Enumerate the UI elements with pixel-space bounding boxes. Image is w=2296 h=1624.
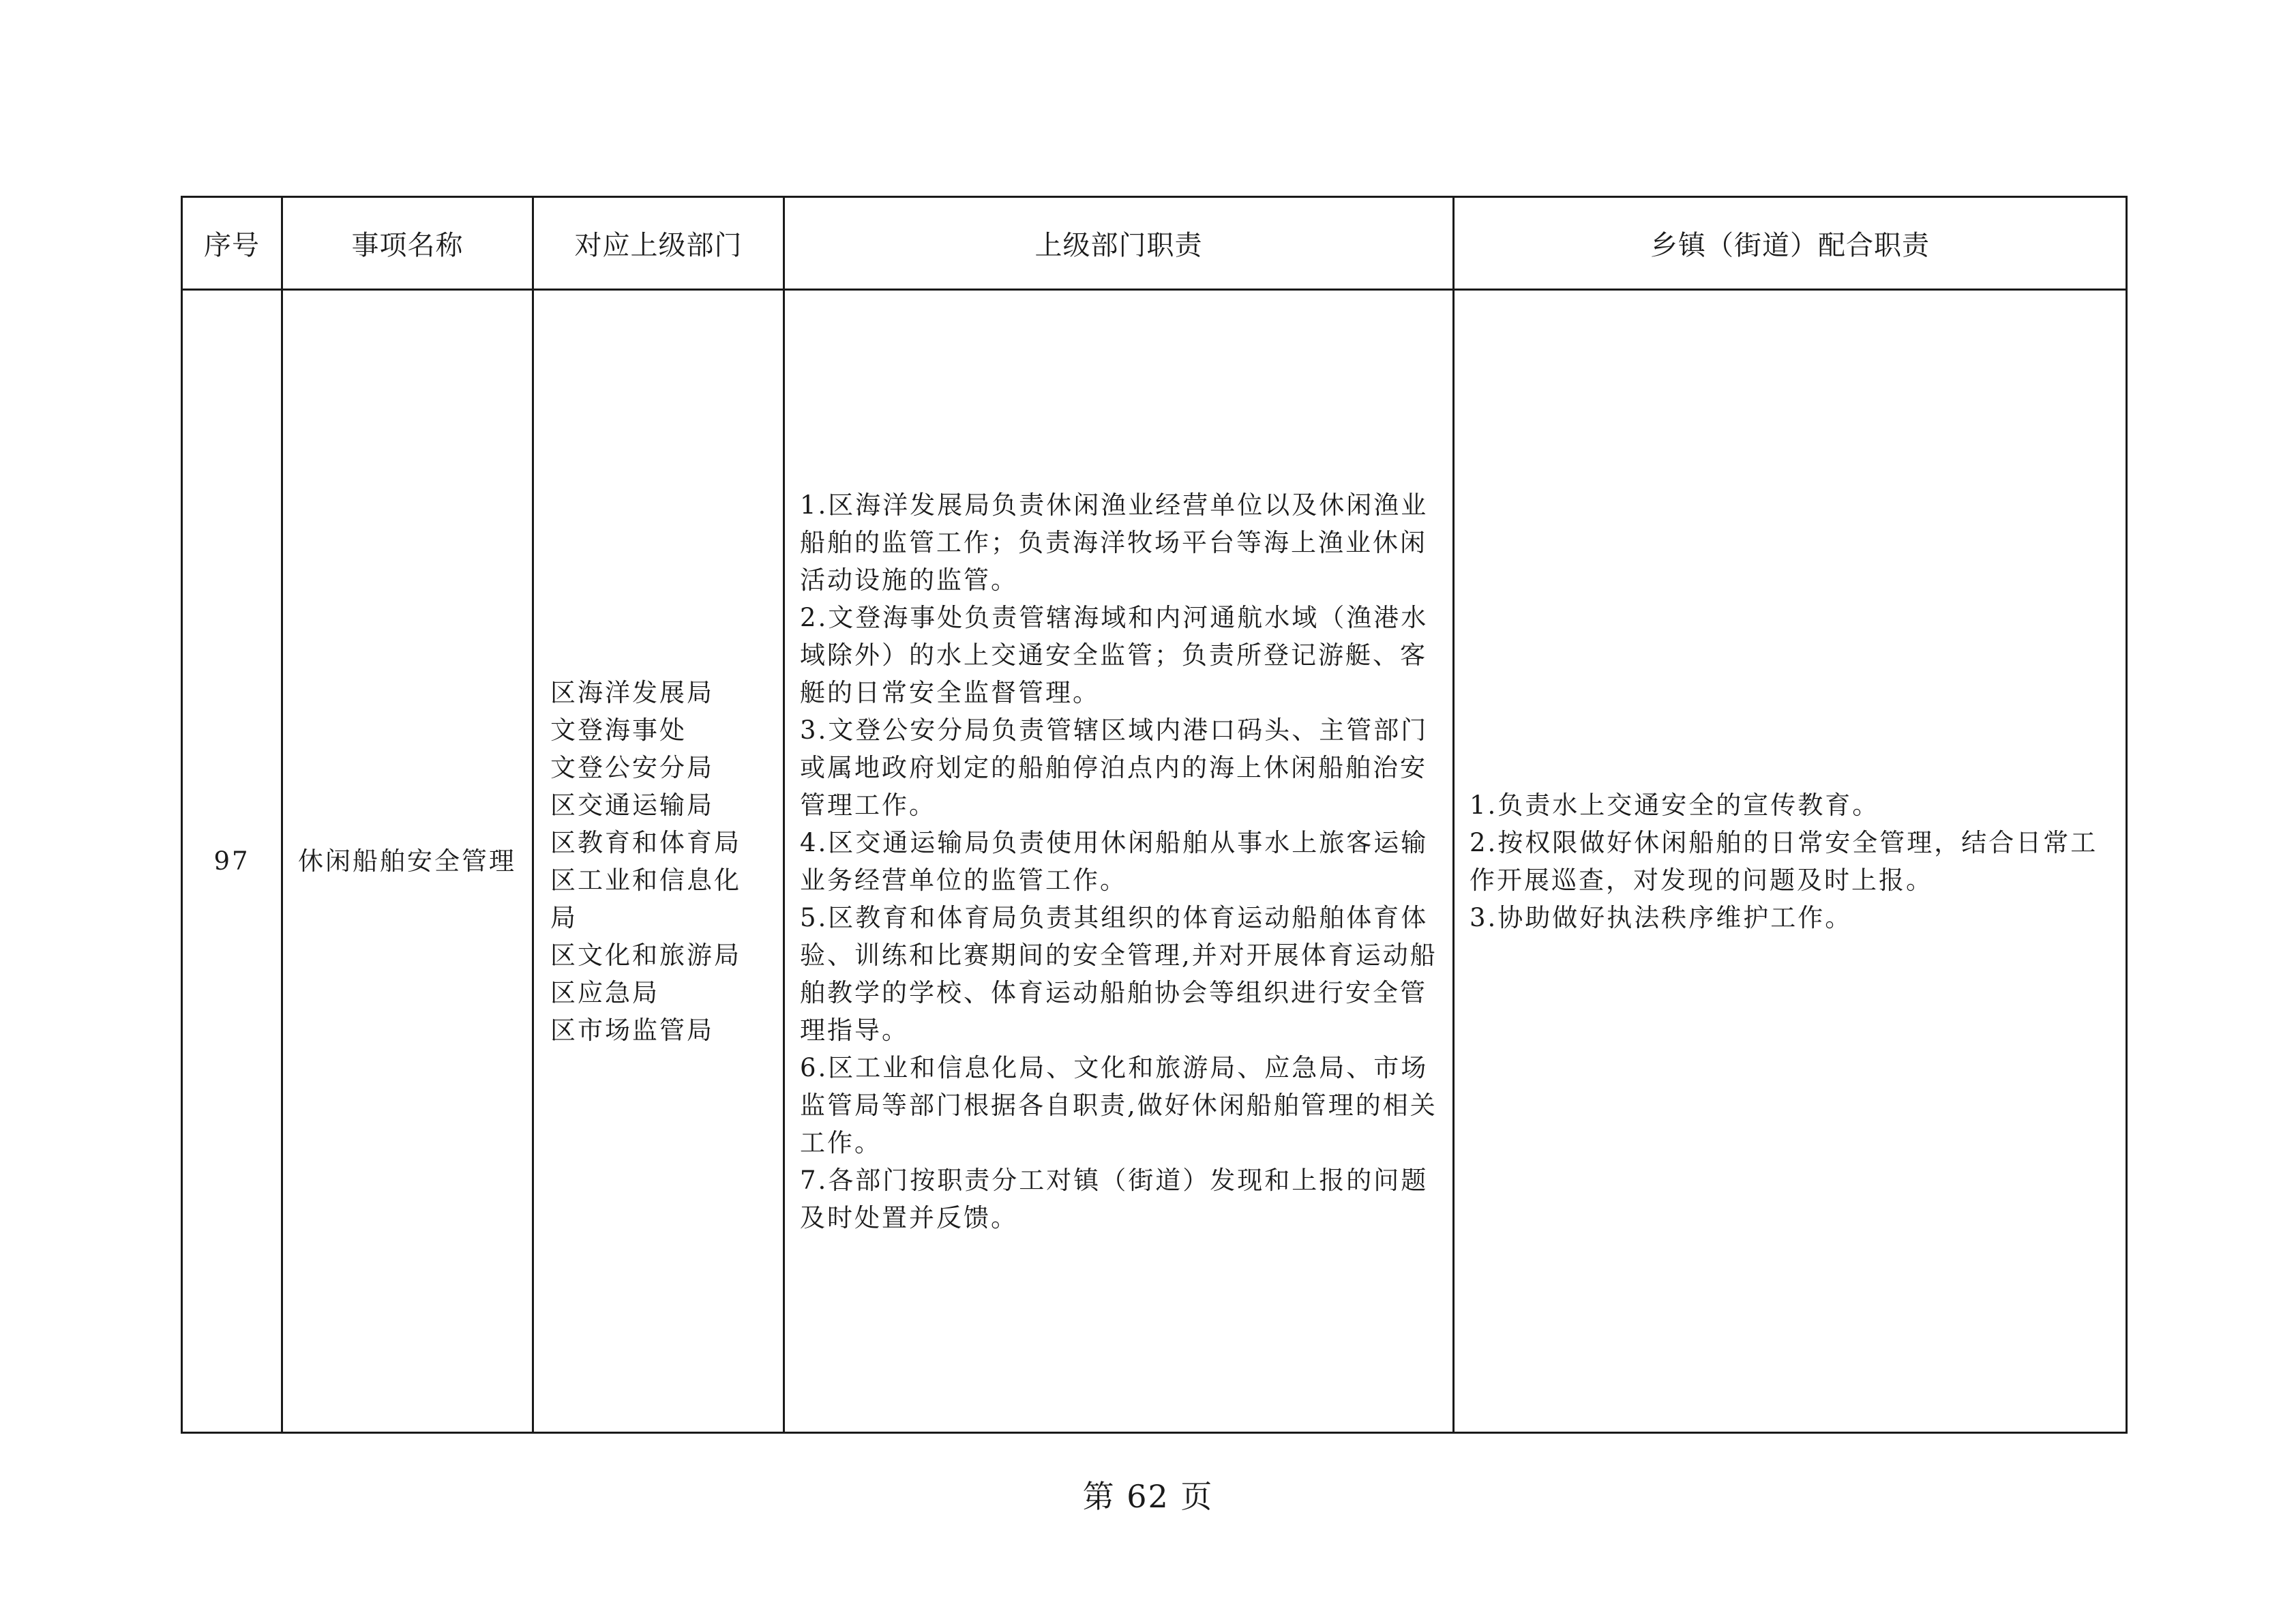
department-item: 区工业和信息化局 [550, 865, 741, 932]
duty-item: 3.文登公安分局负责管辖区域内港口码头、主管部门或属地政府划定的船舶停泊点内的海上休闲船舶治安管理工作。 [800, 715, 1429, 820]
duty-item: 5.区教育和体育局负责其组织的体育运动船舶体育体验、训练和比赛期间的安全管理,并对开展体育运动船舶教学的学校、体育运动船舶协会等组织进行安全管理指导。 [800, 902, 1437, 1045]
department-item: 区交通运输局 [550, 790, 714, 820]
department-item: 区应急局 [550, 977, 659, 1007]
responsibility-table [181, 196, 2128, 1434]
table-row [182, 290, 2127, 1433]
row-seq: 97 [182, 290, 282, 1433]
row-departments [533, 290, 784, 1433]
header-seq: 序号 [182, 197, 282, 290]
duty-item: 4.区交通运输局负责使用休闲船舶从事水上旅客运输业务经营单位的监管工作。 [800, 827, 1429, 895]
department-item: 区市场监管局 [550, 1015, 714, 1045]
row-town-duties [1454, 290, 2127, 1433]
header-town-duty: 乡镇（街道）配合职责 [1454, 197, 2127, 290]
town-duty-item: 1.负责水上交通安全的宣传教育。 [1470, 790, 1880, 820]
header-upper-department: 对应上级部门 [533, 197, 784, 290]
town-duty-item: 3.协助做好执法秩序维护工作。 [1470, 902, 1853, 932]
department-item: 区海洋发展局 [550, 677, 714, 707]
row-item-name: 休闲船舶安全管理 [282, 290, 533, 1433]
row-upper-duties [784, 290, 1454, 1433]
department-item: 区教育和体育局 [550, 827, 741, 857]
town-duty-item: 2.按权限做好休闲船舶的日常安全管理，结合日常工作开展巡查，对发现的问题及时上报。 [1470, 827, 2098, 895]
duty-item: 1.区海洋发展局负责休闲渔业经营单位以及休闲渔业船舶的监管工作；负责海洋牧场平台等海上渔业休闲活动设施的监管。 [800, 490, 1429, 595]
department-item: 文登公安分局 [550, 752, 714, 782]
duty-item: 6.区工业和信息化局、文化和旅游局、应急局、市场监管局等部门根据各自职责,做好休闲船舶管理的相关工作。 [800, 1052, 1437, 1157]
department-item: 区文化和旅游局 [550, 940, 741, 970]
duty-item: 2.文登海事处负责管辖海域和内河通航水域（渔港水域除外）的水上交通安全监管；负责所登记游艇、客艇的日常安全监督管理。 [800, 602, 1429, 707]
page-number: 第 62 页 [1082, 1478, 1214, 1515]
table-header-row [182, 197, 2127, 290]
duty-item: 7.各部门按职责分工对镇（街道）发现和上报的问题及时处置并反馈。 [800, 1165, 1429, 1232]
header-item-name: 事项名称 [282, 197, 533, 290]
header-upper-duty: 上级部门职责 [784, 197, 1454, 290]
department-item: 文登海事处 [550, 715, 687, 745]
